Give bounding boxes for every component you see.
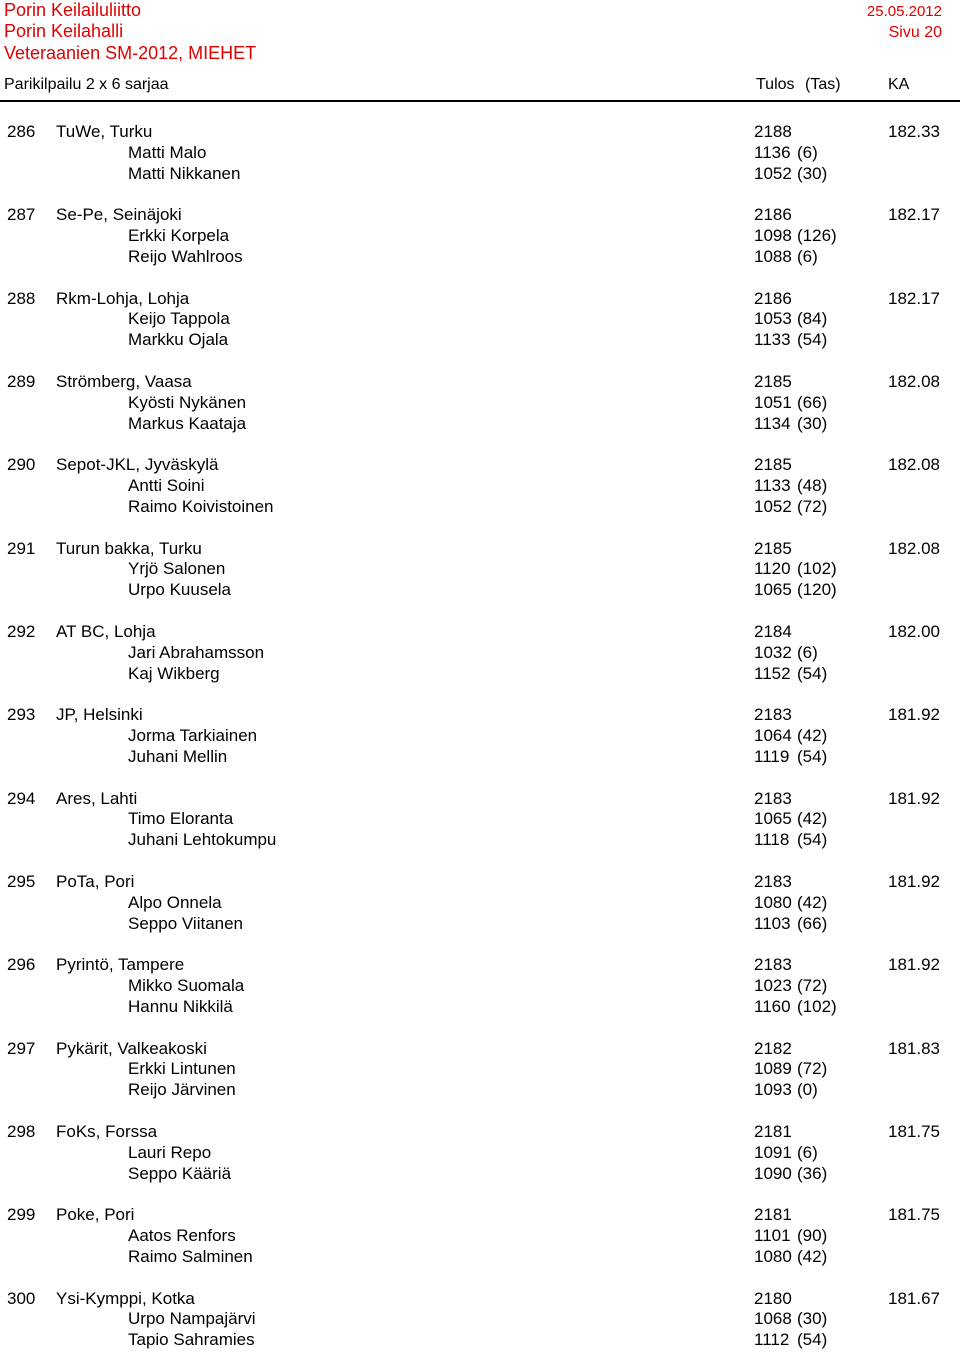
header-divider (0, 100, 960, 102)
team-total: 2186 (754, 288, 792, 308)
team-average: 182.08 (888, 371, 940, 391)
team-name: FoKs, Forssa (56, 1121, 158, 1141)
team-row (0, 622, 960, 643)
player-name: Matti Malo (128, 142, 207, 162)
team-row (0, 955, 960, 976)
player-score: 1098 (754, 226, 792, 246)
team-name: AT BC, Lohja (56, 621, 156, 641)
player-handicap: (90) (797, 1226, 828, 1246)
player-row (0, 559, 960, 580)
player-name: Matti Nikkanen (128, 163, 241, 183)
player-handicap: (102) (797, 559, 837, 579)
team-rank: 294 (7, 788, 36, 808)
team-average: 181.92 (888, 871, 940, 891)
player-row (0, 497, 960, 518)
team-rank: 299 (7, 1205, 36, 1225)
player-name: Tapio Sahramies (128, 1330, 255, 1350)
player-name: Jari Abrahamsson (128, 642, 265, 662)
event-title: Veteraanien SM-2012, MIEHET (4, 43, 257, 63)
player-name: Keijo Tappola (128, 309, 230, 329)
player-row (0, 330, 960, 351)
player-score: 1160 (754, 996, 791, 1016)
team-total: 2186 (754, 205, 792, 225)
player-handicap: (54) (797, 663, 828, 683)
player-score: 1120 (754, 559, 791, 579)
player-handicap: (42) (797, 892, 828, 912)
team-result-block (0, 705, 960, 788)
team-average: 181.92 (888, 955, 940, 975)
player-name: Reijo Järvinen (128, 1080, 236, 1100)
report-date: 25.05.2012 (866, 3, 942, 20)
player-row (0, 893, 960, 914)
team-row (0, 539, 960, 560)
team-name: Sepot-JKL, Jyväskylä (56, 455, 219, 475)
player-row (0, 664, 960, 685)
player-row (0, 247, 960, 268)
team-rank: 298 (7, 1121, 36, 1141)
player-score: 1090 (754, 1163, 792, 1183)
page-number: Sivu 20 (888, 24, 942, 41)
player-handicap: (42) (797, 809, 828, 829)
player-handicap: (84) (797, 309, 828, 329)
player-name: Raimo Koivistoinen (128, 496, 274, 516)
player-score: 1133 (754, 476, 791, 496)
team-rank: 292 (7, 621, 36, 641)
player-row (0, 830, 960, 851)
team-rank: 290 (7, 455, 36, 475)
player-handicap: (120) (797, 580, 837, 600)
team-total: 2184 (754, 621, 792, 641)
player-row (0, 414, 960, 435)
player-name: Lauri Repo (128, 1142, 212, 1162)
player-score: 1064 (754, 726, 792, 746)
team-average: 181.75 (888, 1205, 940, 1225)
player-handicap: (54) (797, 1330, 828, 1350)
player-handicap: (0) (797, 1080, 818, 1100)
player-row (0, 643, 960, 664)
team-total: 2185 (754, 371, 792, 391)
team-row (0, 122, 960, 143)
player-row (0, 476, 960, 497)
team-total: 2180 (754, 1288, 792, 1308)
player-row (0, 580, 960, 601)
player-name: Antti Soini (128, 476, 205, 496)
player-row (0, 226, 960, 247)
player-score: 1068 (754, 1309, 792, 1329)
player-handicap: (30) (797, 413, 828, 433)
team-rank: 297 (7, 1038, 36, 1058)
player-name: Erkki Lintunen (128, 1059, 236, 1079)
player-score: 1134 (754, 413, 791, 433)
player-score: 1112 (754, 1330, 790, 1350)
team-row (0, 289, 960, 310)
team-average: 182.17 (888, 288, 940, 308)
player-score: 1032 (754, 642, 792, 662)
team-average: 182.08 (888, 538, 940, 558)
team-name: Turun bakka, Turku (56, 538, 202, 558)
player-handicap: (6) (797, 1142, 818, 1162)
team-result-block (0, 289, 960, 372)
player-name: Kyösti Nykänen (128, 392, 247, 412)
team-result-block (0, 1289, 960, 1372)
team-name: Rkm-Lohja, Lohja (56, 288, 190, 308)
team-rank: 287 (7, 205, 36, 225)
player-handicap: (54) (797, 746, 828, 766)
player-name: Kaj Wikberg (128, 663, 220, 683)
team-result-block (0, 622, 960, 705)
team-row (0, 455, 960, 476)
team-name: JP, Helsinki (56, 705, 143, 725)
handicap-column-header: (Tas) (805, 76, 841, 93)
organization-name: Porin Keilailuliitto (4, 0, 142, 20)
player-name: Erkki Korpela (128, 226, 230, 246)
player-name: Juhani Lehtokumpu (128, 830, 277, 850)
result-column-header: Tulos (756, 76, 795, 93)
player-row (0, 914, 960, 935)
player-row (0, 1080, 960, 1101)
team-name: Ares, Lahti (56, 788, 138, 808)
team-average: 181.92 (888, 705, 940, 725)
player-row (0, 143, 960, 164)
player-handicap: (6) (797, 642, 818, 662)
player-row (0, 1330, 960, 1351)
team-name: Pykärit, Valkeakoski (56, 1038, 207, 1058)
player-handicap: (72) (797, 496, 828, 516)
player-row (0, 164, 960, 185)
player-name: Seppo Viitanen (128, 913, 244, 933)
player-name: Urpo Kuusela (128, 580, 232, 600)
venue-name: Porin Keilahalli (4, 21, 124, 41)
player-name: Juhani Mellin (128, 746, 228, 766)
team-total: 2183 (754, 871, 792, 891)
player-name: Timo Eloranta (128, 809, 234, 829)
column-header-row (0, 72, 960, 100)
team-average: 181.92 (888, 788, 940, 808)
team-average: 182.00 (888, 621, 940, 641)
player-name: Urpo Nampajärvi (128, 1309, 256, 1329)
player-handicap: (54) (797, 830, 828, 850)
team-row (0, 1039, 960, 1060)
player-row (0, 309, 960, 330)
player-handicap: (36) (797, 1163, 828, 1183)
player-row (0, 726, 960, 747)
player-name: Raimo Salminen (128, 1246, 253, 1266)
player-row (0, 976, 960, 997)
player-score: 1118 (754, 830, 790, 850)
player-handicap: (6) (797, 246, 818, 266)
player-handicap: (42) (797, 726, 828, 746)
team-result-block (0, 1039, 960, 1122)
team-row (0, 1122, 960, 1143)
player-score: 1091 (754, 1142, 792, 1162)
player-row (0, 1309, 960, 1330)
team-result-block (0, 205, 960, 288)
player-handicap: (66) (797, 392, 828, 412)
team-average: 182.17 (888, 205, 940, 225)
player-handicap: (72) (797, 976, 828, 996)
team-total: 2185 (754, 538, 792, 558)
team-row (0, 1289, 960, 1310)
team-rank: 286 (7, 122, 36, 141)
player-row (0, 1226, 960, 1247)
player-handicap: (54) (797, 330, 828, 350)
player-handicap: (30) (797, 1309, 828, 1329)
player-handicap: (30) (797, 163, 828, 183)
player-name: Yrjö Salonen (128, 559, 226, 579)
player-score: 1089 (754, 1059, 792, 1079)
team-total: 2181 (754, 1205, 792, 1225)
player-handicap: (72) (797, 1059, 828, 1079)
player-row (0, 1247, 960, 1268)
player-handicap: (48) (797, 476, 828, 496)
player-row (0, 747, 960, 768)
team-rank: 291 (7, 538, 36, 558)
team-result-block (0, 539, 960, 622)
player-score: 1088 (754, 246, 792, 266)
team-average: 181.83 (888, 1038, 940, 1058)
player-row (0, 1059, 960, 1080)
player-name: Seppo Kääriä (128, 1163, 232, 1183)
team-name: Strömberg, Vaasa (56, 371, 192, 391)
player-row (0, 1143, 960, 1164)
team-name: Pyrintö, Tampere (56, 955, 185, 975)
team-row (0, 789, 960, 810)
team-total: 2185 (754, 455, 792, 475)
team-result-block (0, 1122, 960, 1205)
player-name: Mikko Suomala (128, 976, 245, 996)
player-score: 1065 (754, 809, 792, 829)
team-rank: 295 (7, 871, 36, 891)
player-score: 1053 (754, 309, 792, 329)
player-name: Reijo Wahlroos (128, 246, 243, 266)
player-score: 1065 (754, 580, 792, 600)
team-result-block (0, 872, 960, 955)
player-handicap: (102) (797, 996, 837, 1016)
player-handicap: (66) (797, 913, 828, 933)
player-score: 1052 (754, 496, 792, 516)
competition-name: Parikilpailu 2 x 6 sarjaa (4, 76, 169, 93)
player-score: 1052 (754, 163, 792, 183)
player-score: 1023 (754, 976, 792, 996)
player-score: 1136 (754, 142, 791, 162)
team-average: 182.08 (888, 455, 940, 475)
team-rank: 296 (7, 955, 36, 975)
team-average: 182.33 (888, 122, 940, 141)
player-score: 1119 (754, 746, 790, 766)
player-row (0, 997, 960, 1018)
average-column-header: KA (888, 76, 910, 93)
player-score: 1080 (754, 1246, 792, 1266)
player-name: Aatos Renfors (128, 1226, 236, 1246)
player-score: 1080 (754, 892, 792, 912)
player-score: 1152 (754, 663, 791, 683)
player-handicap: (126) (797, 226, 837, 246)
player-name: Alpo Onnela (128, 892, 222, 912)
player-score: 1101 (754, 1226, 791, 1246)
player-handicap: (42) (797, 1246, 828, 1266)
team-row (0, 372, 960, 393)
team-row (0, 705, 960, 726)
player-name: Jorma Tarkiainen (128, 726, 258, 746)
player-score: 1103 (754, 913, 791, 933)
team-row (0, 205, 960, 226)
team-name: Se-Pe, Seinäjoki (56, 205, 182, 225)
player-name: Hannu Nikkilä (128, 996, 233, 1016)
team-total: 2181 (754, 1121, 792, 1141)
player-row (0, 393, 960, 414)
player-name: Markus Kaataja (128, 413, 247, 433)
team-result-block (0, 789, 960, 872)
team-result-block (0, 122, 960, 205)
team-result-block (0, 372, 960, 455)
team-result-block (0, 1205, 960, 1288)
team-result-block (0, 955, 960, 1038)
team-rank: 288 (7, 288, 36, 308)
team-row (0, 1205, 960, 1226)
team-average: 181.67 (888, 1288, 940, 1308)
team-name: TuWe, Turku (56, 122, 153, 141)
player-row (0, 1164, 960, 1185)
team-average: 181.75 (888, 1121, 940, 1141)
results-list (0, 122, 960, 1372)
team-name: Ysi-Kymppi, Kotka (56, 1288, 195, 1308)
team-rank: 289 (7, 371, 36, 391)
player-row (0, 809, 960, 830)
team-name: PoTa, Pori (56, 871, 135, 891)
team-total: 2188 (754, 122, 792, 141)
team-total: 2183 (754, 788, 792, 808)
team-total: 2183 (754, 705, 792, 725)
team-row (0, 872, 960, 893)
player-score: 1133 (754, 330, 791, 350)
team-total: 2182 (754, 1038, 792, 1058)
team-result-block (0, 455, 960, 538)
player-name: Markku Ojala (128, 330, 229, 350)
team-name: Poke, Pori (56, 1205, 135, 1225)
team-rank: 300 (7, 1288, 36, 1308)
player-handicap: (6) (797, 142, 818, 162)
team-rank: 293 (7, 705, 36, 725)
player-score: 1093 (754, 1080, 792, 1100)
player-score: 1051 (754, 392, 792, 412)
team-total: 2183 (754, 955, 792, 975)
